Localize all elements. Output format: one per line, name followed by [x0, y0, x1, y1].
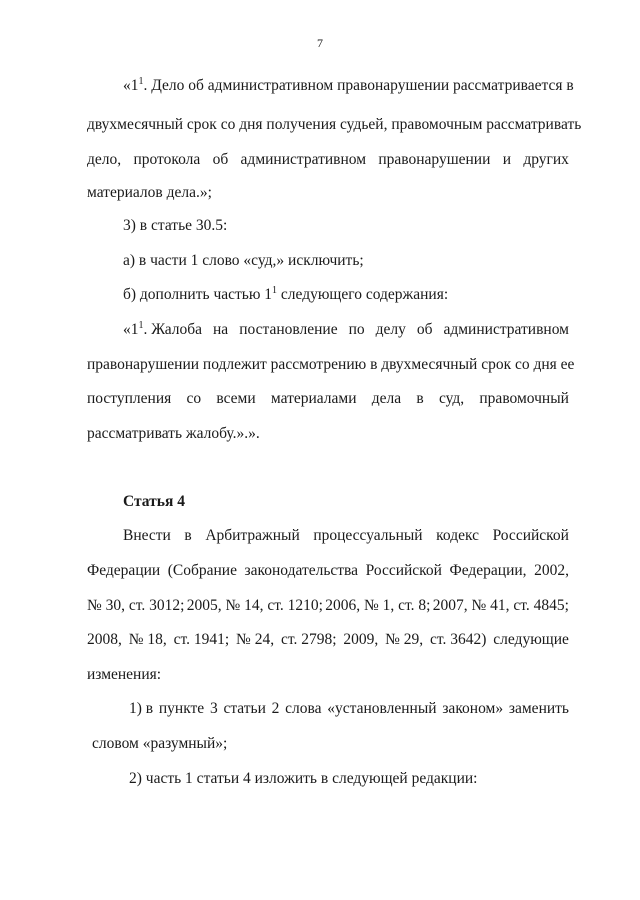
- paragraph-3-line-4: 2008, № 18, ст. 1941; № 24, ст. 2798; 2009, № 29, ст. 3642) следующие: [87, 631, 569, 648]
- item-2: 2) часть 1 статьи 4 изложить в следующей редакции:: [129, 770, 478, 787]
- paragraph-1-line-1: «$1^1$. Дело об административном правонарушении рассматривается в: [123, 76, 574, 94]
- paragraph-1-line-3: дело, протокола об административном правонарушении и других: [87, 151, 569, 168]
- item-a: а) в части 1 слово «суд,» исключить;: [123, 252, 364, 269]
- paragraph-3-line-5: изменения:: [87, 666, 162, 683]
- item-1-line-1: 1) в пункте 3 статьи 2 слова «установленный законом» заменить: [129, 700, 569, 717]
- paragraph-3-line-2: Федерации (Собрание законодательства Российской Федерации, 2002,: [87, 562, 569, 579]
- paragraph-1-line-2: двухмесячный срок со дня получения судьей, правомочным рассматривать: [87, 116, 582, 133]
- article-4-heading: Статья 4: [123, 493, 185, 510]
- paragraph-2-line-4: рассматривать жалобу.».».: [87, 425, 260, 442]
- item-3-article-30-5: 3) в статье 30.5:: [123, 217, 228, 234]
- paragraph-2-line-3: поступления со всеми материалами дела в суд, правомочный: [87, 390, 569, 407]
- paragraph-1-line-4: материалов дела.»;: [87, 184, 212, 201]
- paragraph-3-line-3: № 30, ст. 3012; 2005, № 14, ст. 1210; 2006, № 1, ст. 8; 2007, № 41, ст. 4845;: [87, 597, 569, 614]
- paragraph-3-line-1: Внести в Арбитражный процессуальный кодекс Российской: [123, 527, 569, 544]
- item-1-line-2: словом «разумный»;: [92, 735, 228, 752]
- paragraph-2-line-1: «$1^1$. Жалоба на постановление по делу об административном: [123, 320, 569, 338]
- page-number: 7: [317, 36, 323, 50]
- item-b: б) дополнить частью $1^1$ следующего содержания:: [123, 285, 449, 303]
- paragraph-2-line-2: правонарушении подлежит рассмотрению в двухмесячный срок со дня ее: [87, 356, 575, 373]
